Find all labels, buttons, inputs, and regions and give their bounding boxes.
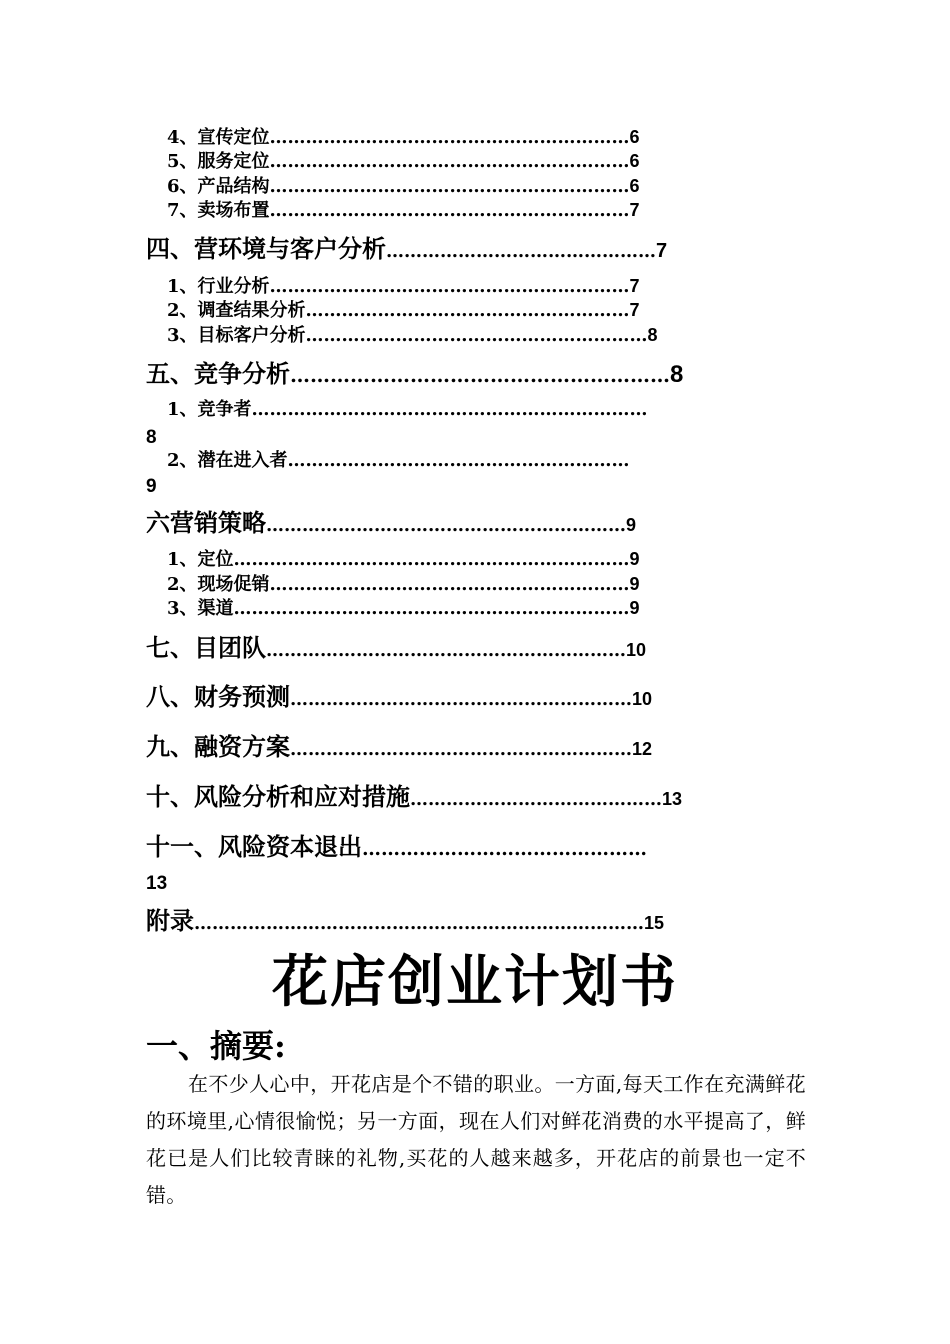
toc-page-number: 9	[626, 515, 637, 535]
toc-page-number: 9	[146, 476, 157, 497]
toc-page-number: 10	[626, 640, 647, 660]
toc-leader-dots: …………………………………………………	[290, 689, 632, 710]
toc-leader-dots: ……………………………………………………	[266, 515, 626, 536]
toc-leader-dots: …………………………………………………	[305, 325, 648, 346]
toc-entry	[167, 326, 658, 345]
toc-entry-label: 4、宣传定位	[167, 127, 270, 148]
toc-leader-dots: …………………………………………………	[287, 450, 630, 471]
toc-page-number: 7	[629, 200, 640, 220]
toc-entry-label: 7、卖场布置	[167, 200, 270, 221]
toc-page-number: 6	[629, 127, 640, 147]
toc-page-number: 8	[146, 427, 157, 448]
toc-chapter-label: 八、财务预测	[146, 682, 290, 711]
document-title: 花店创业计划书	[272, 949, 678, 1015]
toc-page-number: 13	[146, 873, 168, 894]
toc-leader-dots: ………………………………………………	[305, 300, 630, 321]
toc-entry-label: 3、目标客户分析	[167, 325, 306, 346]
toc-entry	[167, 277, 640, 296]
toc-leader-dots: ……………………………………………………	[269, 574, 630, 595]
toc-entry	[167, 599, 640, 618]
toc-leader-dots: ……………………………………………………	[269, 176, 630, 197]
toc-leader-dots: ……………………………………………………	[269, 200, 630, 221]
toc-entry	[167, 128, 640, 147]
body-paragraph: 在不少人心中，开花店是个不错的职业。一方面,每天工作在充满鲜花的环境里,心情很愉悦；另一方面，现在人们对鲜花消费的水平提高了，鲜花已是人们比较青睐的礼物,买花的人越来越多，开花店的前景也一定不错。	[146, 1072, 806, 1207]
toc-page-number: 7	[629, 276, 640, 296]
toc-entry	[167, 575, 640, 594]
toc-leader-dots: ………………………………………	[362, 838, 647, 860]
toc-chapter-label: 九、融资方案	[146, 732, 290, 761]
toc-leader-dots: …………………………………………………………………	[194, 913, 644, 934]
toc-chapter	[146, 508, 637, 537]
toc-leader-dots: …………………………………………………	[290, 363, 670, 387]
toc-chapter	[146, 682, 653, 711]
toc-entry	[167, 401, 648, 419]
toc-page-number: 9	[629, 574, 640, 594]
toc-leader-dots: ……………………………………………………	[269, 276, 630, 297]
toc-chapter	[146, 359, 684, 388]
toc-leader-dots: …………………………………………………………	[233, 598, 630, 619]
toc-page-number: 8	[647, 325, 658, 345]
toc-chapter-label: 七、目团队	[146, 633, 266, 662]
toc-entry	[167, 550, 640, 569]
toc-entry-label: 1、行业分析	[167, 276, 270, 297]
toc-page-number: 10	[632, 689, 653, 709]
section-heading: 一、摘要:	[146, 1027, 286, 1065]
toc-chapter	[146, 234, 668, 263]
toc-leader-dots: ……………………………………………………	[269, 127, 630, 148]
toc-chapter-label: 五、竞争分析	[146, 359, 290, 388]
toc-leader-dots: ………………………………………	[386, 241, 656, 262]
toc-entry	[167, 177, 640, 196]
toc-entry-label: 1、定位	[167, 549, 234, 570]
toc-page-number: 12	[632, 739, 653, 759]
toc-chapter	[146, 782, 683, 811]
toc-entry	[167, 201, 640, 220]
toc-leader-dots: …………………………………………………………	[251, 399, 648, 420]
toc-entry-label: 2、调查结果分析	[167, 300, 306, 321]
toc-entry	[167, 452, 630, 470]
toc-page-number: 9	[629, 598, 640, 618]
toc-leader-dots: ……………………………………………………	[266, 640, 626, 661]
toc-chapter	[146, 732, 653, 761]
toc-chapter-label: 四、营环境与客户分析	[146, 234, 386, 263]
toc-entry	[167, 152, 640, 171]
toc-page-number: 15	[644, 913, 665, 933]
toc-entry-label: 2、潜在进入者	[167, 450, 288, 471]
toc-chapter	[146, 832, 647, 861]
toc-chapter-label: 十、风险分析和应对措施	[146, 782, 410, 811]
toc-page-number: 7	[656, 240, 668, 262]
toc-chapter-label: 十一、风险资本退出	[146, 832, 362, 861]
toc-leader-dots: …………………………………………………	[290, 739, 632, 760]
toc-chapter-label: 六营销策略	[146, 508, 266, 537]
toc-leader-dots: ……………………………………………………	[269, 151, 630, 172]
toc-entry	[167, 301, 640, 320]
toc-leader-dots: ……………………………………	[410, 789, 662, 810]
toc-entry-label: 5、服务定位	[167, 151, 270, 172]
toc-page-number: 8	[670, 361, 684, 388]
toc-entry-label: 3、渠道	[167, 598, 234, 619]
toc-chapter	[146, 906, 665, 935]
toc-entry-label: 1、竞争者	[167, 399, 252, 420]
toc-leader-dots: …………………………………………………………	[233, 549, 630, 570]
toc-page-number: 6	[629, 176, 640, 196]
toc-chapter-label: 附录	[146, 906, 194, 935]
toc-page-number: 13	[662, 789, 683, 809]
toc-chapter	[146, 633, 647, 662]
toc-page-number: 7	[629, 300, 640, 320]
toc-entry-label: 6、产品结构	[167, 176, 270, 197]
toc-page-number: 6	[629, 151, 640, 171]
toc-entry-label: 2、现场促销	[167, 574, 270, 595]
toc-page-number: 9	[629, 549, 640, 569]
